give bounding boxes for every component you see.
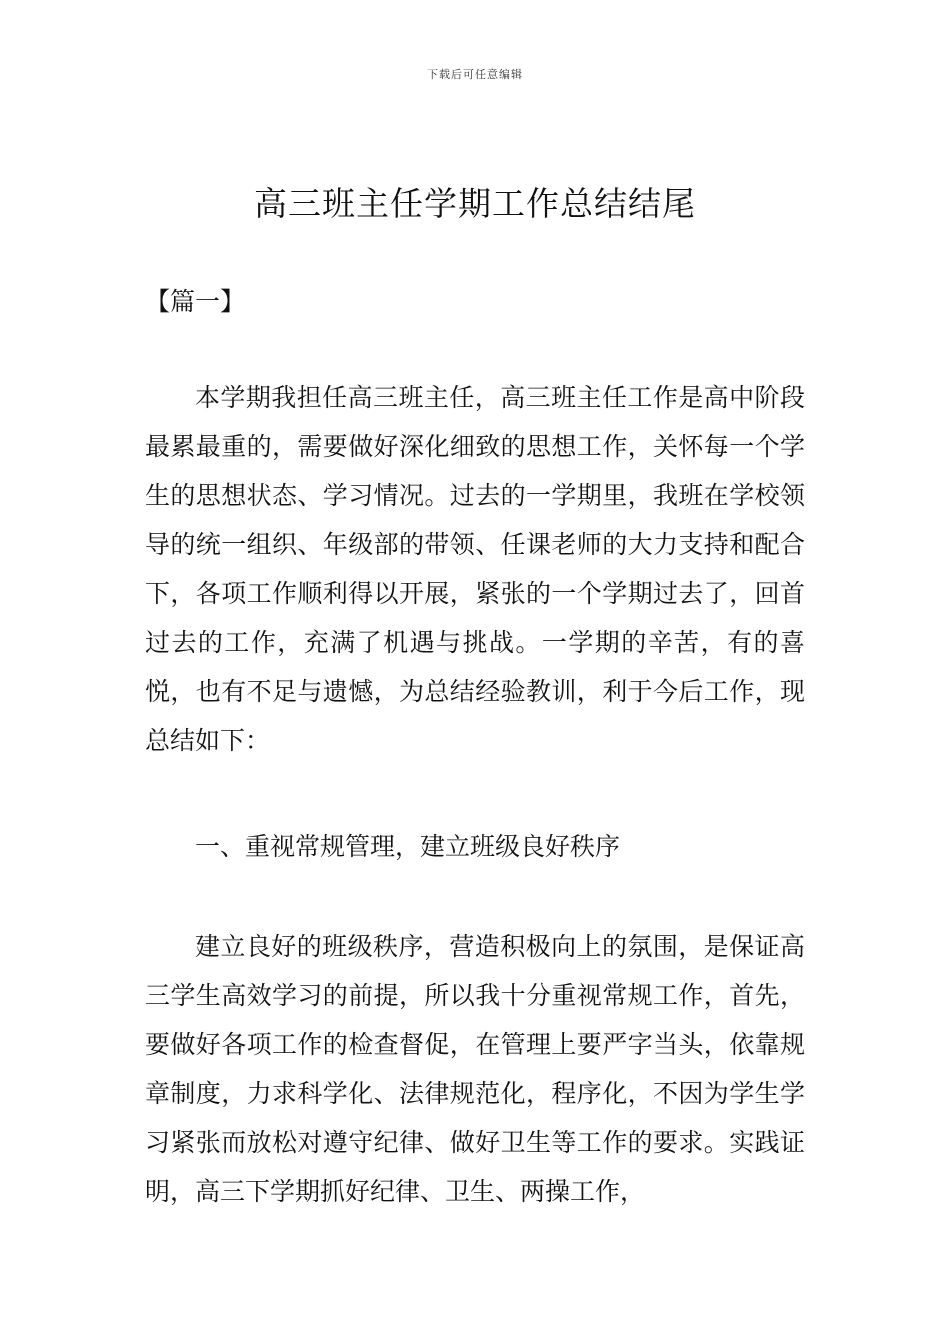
document-title: 高三班主任学期工作总结结尾 [254,184,696,223]
section-heading-1: 一、重视常规管理，建立班级良好秩序 [195,832,621,861]
section-tag: 【篇一】 [145,287,246,316]
paragraph-routine-management: 建立良好的班级秩序，营造积极向上的氛围，是保证高三学生高效学习的前提，所以我十分重视常规工作，首先，要做好各项工作的检查督促，在管理上要严字当头，依靠规章制度，力求科学化、法律规范化，程序化，不因为学生学习紧张而放松对遵守纪律、做好卫生等工作的要求。实践证明，高三下学期抓好纪律、卫生、两操工作， [145,932,805,1206]
header-note: 下载后可任意编辑 [427,68,523,81]
paragraph-intro: 本学期我担任高三班主任，高三班主任工作是高中阶段最累最重的，需要做好深化细致的思想工作，关怀每一个学生的思想状态、学习情况。过去的一学期里，我班在学校领导的统一组织、年级部的带领、任课老师的大力支持和配合下，各项工作顺利得以开展，紧张的一个学期过去了，回首过去的工作，充满了机遇与挑战。一学期的辛苦，有的喜悦，也有不足与遗憾，为总结经验教训，利于今后工作，现总结如下： [145,383,805,755]
